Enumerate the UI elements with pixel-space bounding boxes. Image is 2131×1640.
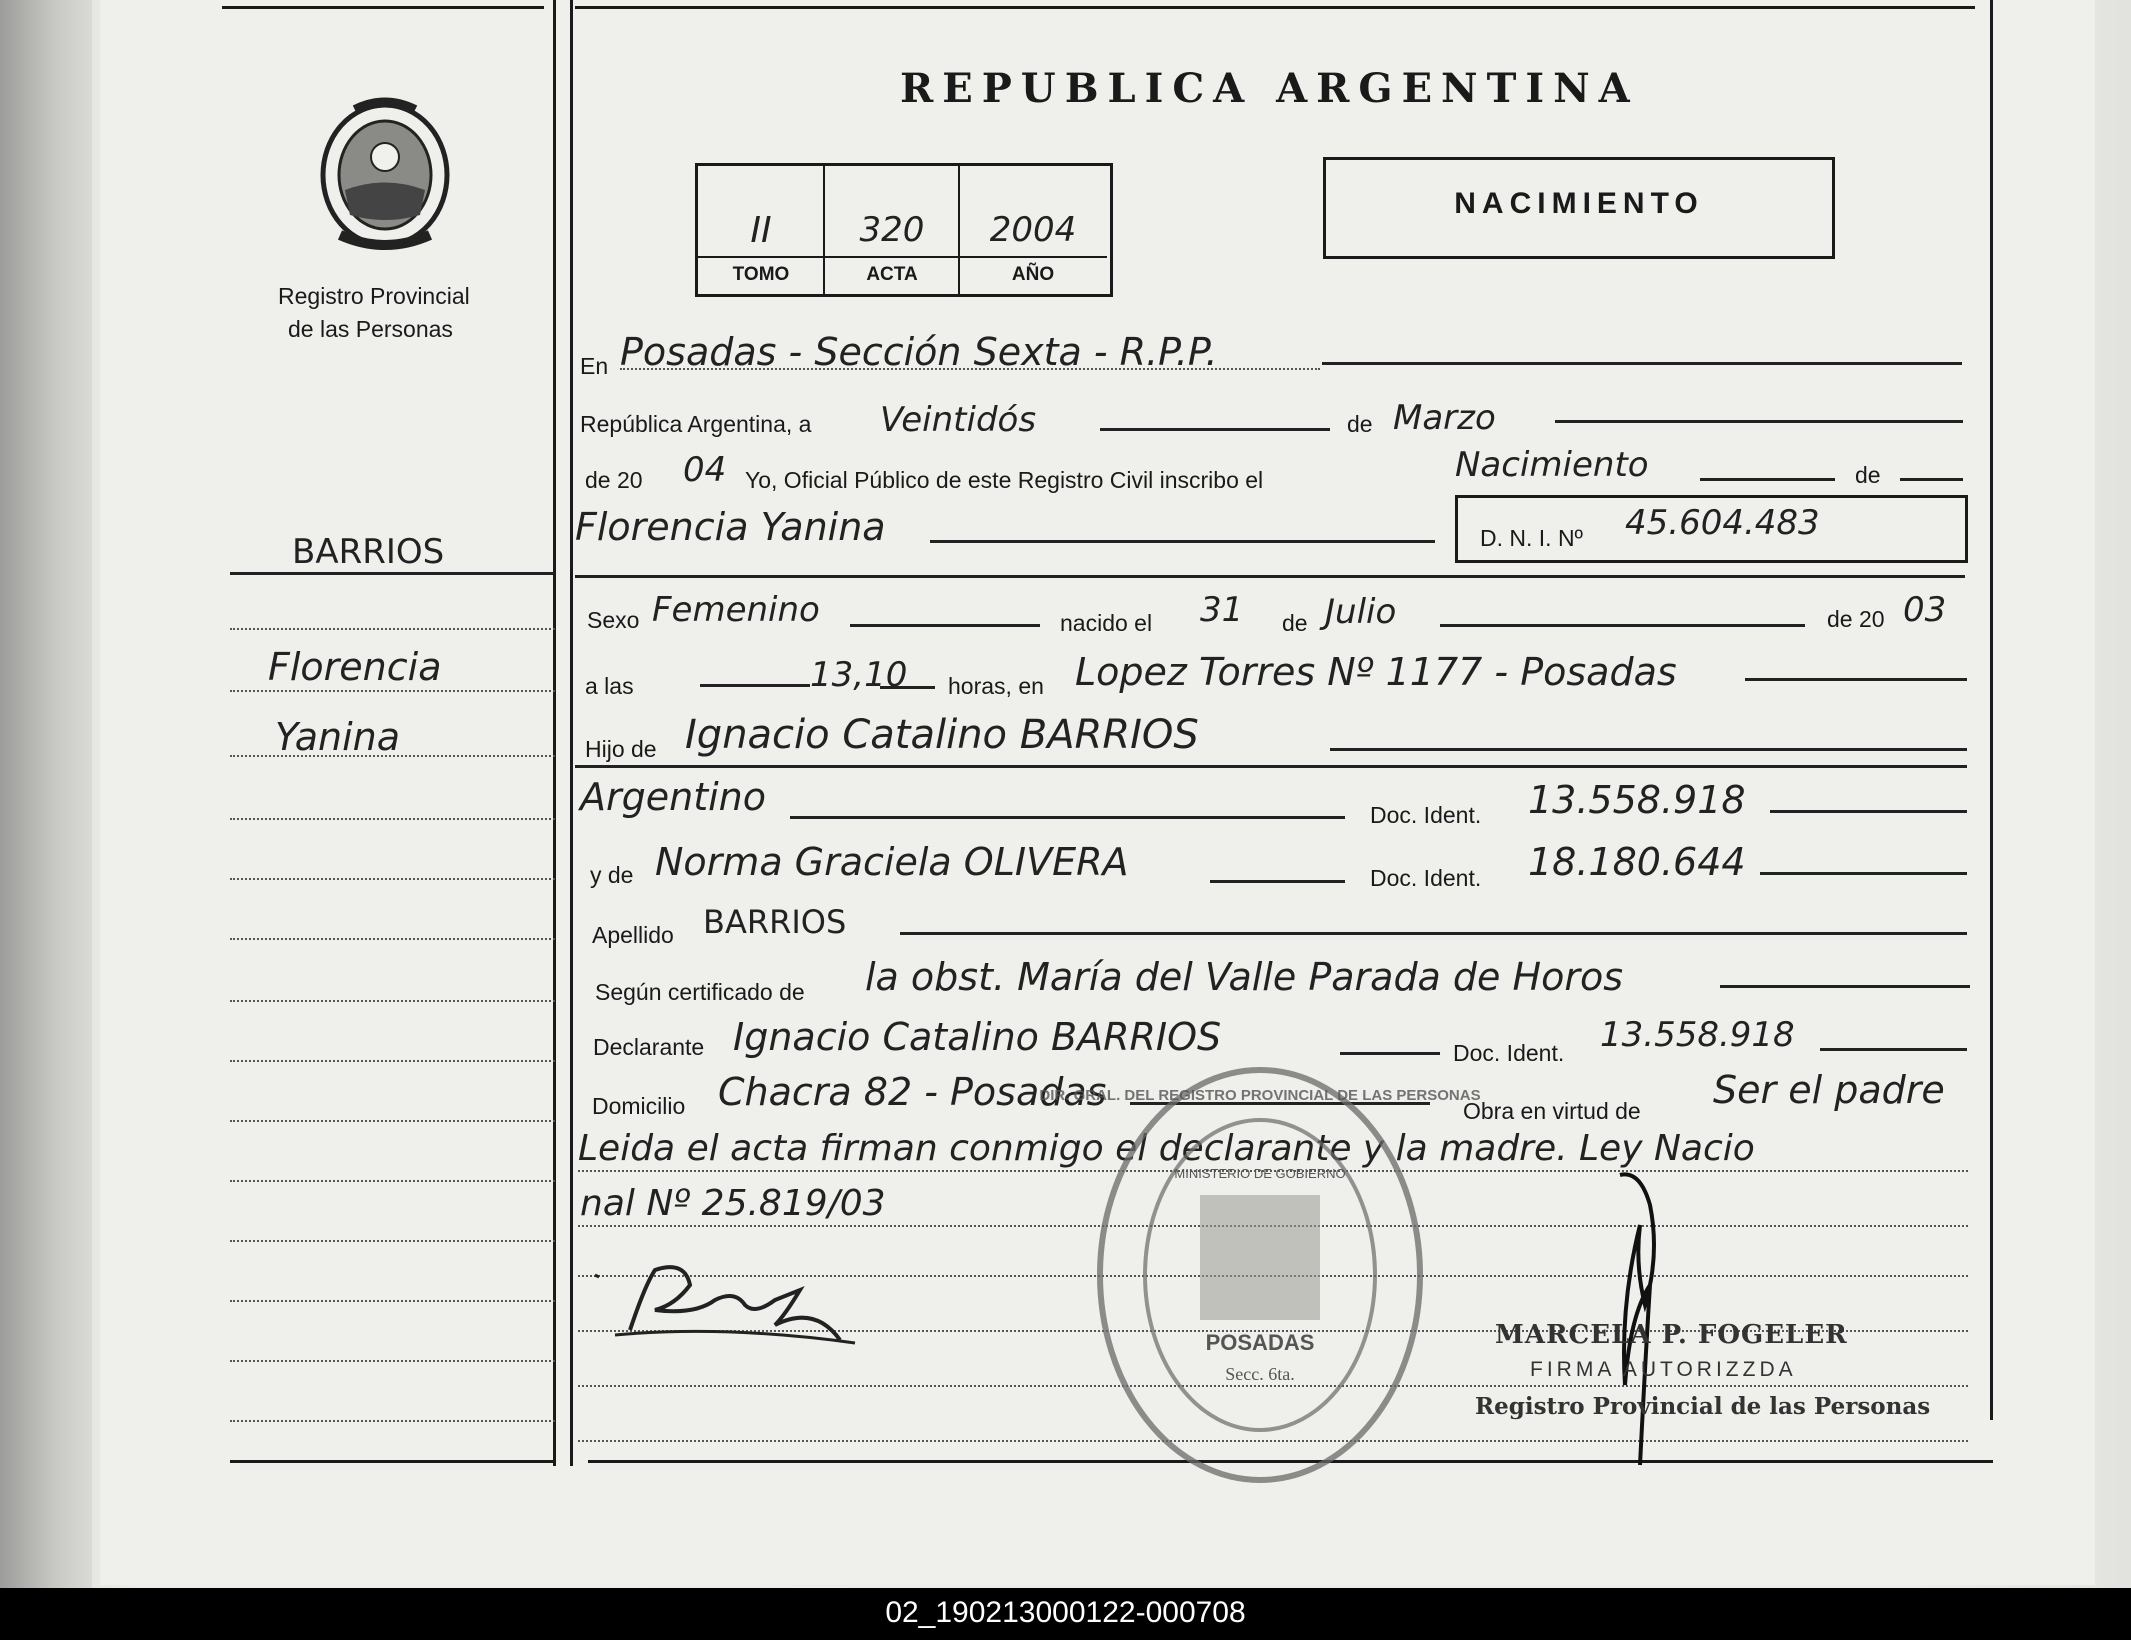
official-office: Registro Provincial de las Personas bbox=[1475, 1393, 1931, 1420]
hour-value: 13,10 bbox=[810, 655, 908, 695]
birth-month-rule bbox=[1440, 624, 1805, 627]
declarante-label: Declarante bbox=[593, 1034, 705, 1060]
sexo-label: Sexo bbox=[587, 607, 640, 633]
provincial-seal-icon bbox=[310, 95, 460, 255]
de3-label: de bbox=[1282, 610, 1308, 636]
birth-month: Julio bbox=[1325, 592, 1397, 632]
country-title: REPUBLICA ARGENTINA bbox=[900, 65, 1639, 112]
margin-second-name: Yanina bbox=[275, 715, 401, 759]
official-role: FIRMA AUTORIZZDA bbox=[1530, 1358, 1797, 1381]
person-name: Florencia Yanina bbox=[575, 505, 886, 549]
obra-label: Obra en virtud de bbox=[1463, 1098, 1641, 1124]
alas-label: a las bbox=[585, 673, 634, 699]
event-rule bbox=[1700, 478, 1835, 481]
section-rule bbox=[575, 575, 1965, 578]
file-id-caption: 02_190213000122-000708 bbox=[885, 1596, 1246, 1629]
declarante-doc: 13.558.918 bbox=[1600, 1015, 1795, 1055]
declarante-value: Ignacio Catalino BARRIOS bbox=[733, 1015, 1222, 1059]
mother-doc-label: Doc. Ident. bbox=[1370, 865, 1482, 891]
declarante-doc-label: Doc. Ident. bbox=[1453, 1040, 1565, 1066]
place-value: Lopez Torres Nº 1177 - Posadas bbox=[1075, 650, 1677, 694]
month-rule bbox=[1555, 420, 1963, 423]
sexo-rule bbox=[850, 624, 1040, 627]
ref-label-rule bbox=[698, 256, 1107, 258]
en-value: Posadas - Sección Sexta - R.P.P. bbox=[620, 330, 1218, 374]
book-spine bbox=[0, 0, 92, 1588]
margin-dots-4 bbox=[230, 818, 555, 820]
margin-dots-5 bbox=[230, 878, 555, 880]
top-right-rule bbox=[575, 6, 1975, 9]
official-name: MARCELA P. FOGELER bbox=[1495, 1320, 1848, 1350]
mother-doc: 18.180.644 bbox=[1528, 840, 1746, 884]
apellido-rule bbox=[900, 932, 1967, 935]
registry-name-line2: de las Personas bbox=[288, 316, 453, 342]
ano-value: 2004 bbox=[989, 210, 1077, 250]
note-line-1: Leida el acta firman conmigo el declarante y la madre. Ley Nacio bbox=[578, 1128, 1755, 1169]
margin-dots-14 bbox=[230, 1420, 555, 1422]
horas-label: horas, en bbox=[948, 673, 1044, 699]
declarante-doc-rule bbox=[1820, 1048, 1967, 1051]
en-dots bbox=[620, 368, 1320, 370]
bottom-left-rule bbox=[230, 1460, 556, 1463]
father-doc: 13.558.918 bbox=[1528, 778, 1746, 822]
republica-label: República Argentina, a bbox=[580, 411, 812, 437]
father-doc-rule bbox=[1770, 810, 1967, 813]
father-name: Ignacio Catalino BARRIOS bbox=[685, 712, 1199, 758]
nationality-rule bbox=[790, 816, 1345, 819]
mother-doc-rule bbox=[1760, 872, 1967, 875]
father-nationality: Argentino bbox=[580, 775, 766, 819]
apellido-value: BARRIOS bbox=[703, 903, 847, 941]
margin-dots-11 bbox=[230, 1240, 555, 1242]
margin-dots-12 bbox=[230, 1300, 555, 1302]
de2-rule bbox=[1900, 478, 1963, 481]
tomo-value: II bbox=[750, 210, 772, 251]
main-right-border bbox=[1990, 0, 1993, 1420]
registry-stamp-icon bbox=[1039, 1060, 1481, 1490]
day-value: Veintidós bbox=[880, 400, 1037, 440]
father-rule bbox=[1330, 748, 1967, 751]
ref-col-divider-1 bbox=[823, 163, 825, 294]
mother-rule bbox=[1210, 880, 1345, 883]
yde-label: y de bbox=[590, 862, 634, 888]
hijo-label: Hijo de bbox=[585, 736, 657, 762]
record-type-label: NACIMIENTO bbox=[1454, 187, 1704, 220]
margin-dots-3 bbox=[230, 755, 555, 757]
name-rule bbox=[930, 540, 1435, 543]
margin-dots-8 bbox=[230, 1060, 555, 1062]
place-rule bbox=[1745, 678, 1967, 681]
en-rule bbox=[1322, 362, 1962, 365]
stamp-ring-text: DIR. GRAL. DEL REGISTRO PROVINCIAL DE LAS PERSONAS bbox=[1039, 1087, 1481, 1104]
father-doc-label: Doc. Ident. bbox=[1370, 802, 1482, 828]
birth-year: 03 bbox=[1903, 590, 1947, 630]
domicilio-value: Chacra 82 - Posadas bbox=[718, 1070, 1107, 1114]
top-left-rule bbox=[222, 6, 544, 9]
margin-dots-7 bbox=[230, 1000, 555, 1002]
obra-value: Ser el padre bbox=[1713, 1068, 1945, 1112]
left-margin-divider bbox=[553, 0, 556, 1466]
registry-name-line1: Registro Provincial bbox=[278, 283, 470, 309]
margin-dots-2 bbox=[230, 690, 555, 692]
mother-name: Norma Graciela OLIVERA bbox=[655, 840, 1129, 884]
event-value: Nacimiento bbox=[1455, 445, 1649, 485]
dni-label: D. N. I. Nº bbox=[1480, 525, 1583, 551]
oficial-text: Yo, Oficial Público de este Registro Civil inscribo el bbox=[745, 467, 1264, 493]
margin-dots-9 bbox=[230, 1120, 555, 1122]
stamp-section: Secc. 6ta. bbox=[1225, 1364, 1295, 1384]
domicilio-label: Domicilio bbox=[592, 1093, 686, 1119]
nacido-label: nacido el bbox=[1060, 610, 1153, 636]
segun-label: Según certificado de bbox=[595, 979, 805, 1005]
segun-value: la obst. María del Valle Parada de Horos bbox=[865, 955, 1623, 999]
margin-first-name: Florencia bbox=[268, 645, 442, 689]
declarante-rule bbox=[1340, 1052, 1440, 1055]
dni-value: 45.604.483 bbox=[1625, 503, 1820, 543]
tomo-label: TOMO bbox=[732, 264, 790, 285]
acta-value: 320 bbox=[859, 210, 925, 250]
margin-dots-6 bbox=[230, 938, 555, 940]
birth-day: 31 bbox=[1200, 590, 1244, 630]
margin-surname-rule bbox=[230, 572, 555, 575]
day-rule bbox=[1100, 428, 1330, 431]
ref-col-divider-2 bbox=[958, 163, 960, 294]
segun-rule bbox=[1720, 985, 1970, 988]
month-value: Marzo bbox=[1393, 398, 1496, 438]
declarant-signature bbox=[585, 1255, 865, 1355]
main-left-border bbox=[570, 0, 573, 1466]
stamp-inner-text: MINISTERIO DE GOBIERNO bbox=[1174, 1166, 1346, 1181]
de-label: de bbox=[1347, 411, 1373, 437]
acta-label: ACTA bbox=[866, 264, 918, 285]
margin-dots-1 bbox=[230, 628, 555, 630]
margin-dots-10 bbox=[230, 1180, 555, 1182]
sexo-value: Femenino bbox=[652, 590, 820, 630]
nationality-top-rule bbox=[575, 765, 1967, 768]
hour-rule-left bbox=[700, 684, 810, 687]
de2-label: de bbox=[1855, 462, 1881, 488]
apellido-label: Apellido bbox=[592, 922, 674, 948]
note-line-2: nal Nº 25.819/03 bbox=[580, 1183, 886, 1224]
margin-dots-13 bbox=[230, 1360, 555, 1362]
year-label: de 20 bbox=[585, 467, 643, 493]
year-value: 04 bbox=[683, 450, 727, 490]
margin-surname: BARRIOS bbox=[292, 532, 445, 572]
de20-label: de 20 bbox=[1827, 606, 1885, 632]
hour-rule bbox=[880, 686, 935, 689]
ano-label: AÑO bbox=[1011, 264, 1055, 285]
en-label: En bbox=[580, 353, 609, 379]
stamp-city: POSADAS bbox=[1205, 1330, 1315, 1355]
